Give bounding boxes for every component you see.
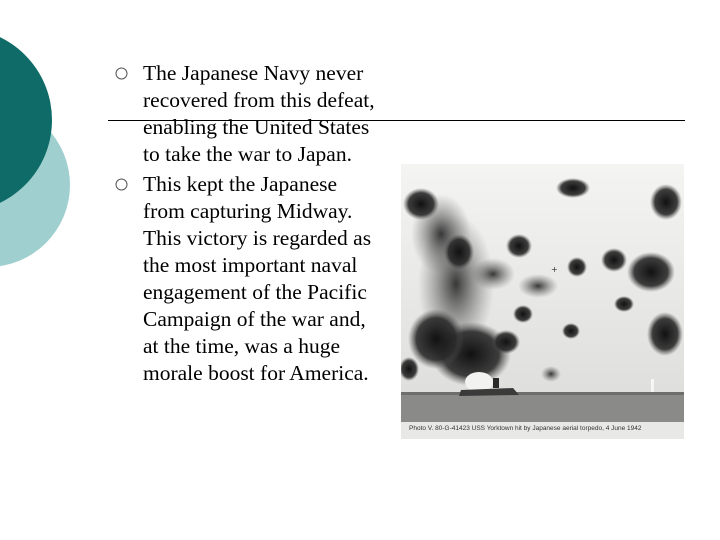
hollow-circle-bullet-icon	[115, 67, 128, 80]
bullet-list	[115, 60, 375, 390]
battle-photo-image	[401, 164, 684, 422]
decorative-circles	[0, 0, 80, 290]
bullet-item-1	[115, 60, 375, 168]
photo-caption: Photo V. 80-G-41423 USS Yorktown hit by Japanese aerial torpedo, 4 June 1942	[409, 425, 642, 432]
hollow-circle-bullet-icon	[115, 178, 128, 191]
bullet-text-1: The Japanese Navy never recovered from this defeat, enabling the United States to take the war to Japan.	[143, 61, 375, 166]
battle-photo	[401, 164, 684, 439]
bullet-item-2	[115, 171, 375, 387]
bullet-text-2: This kept the Japanese from capturing Midway. This victory is regarded as the most important naval engagement of the Pacific Campaign of the war and, at the time, was a huge morale boost for America.	[143, 172, 372, 385]
svg-text:+: +	[551, 265, 558, 274]
